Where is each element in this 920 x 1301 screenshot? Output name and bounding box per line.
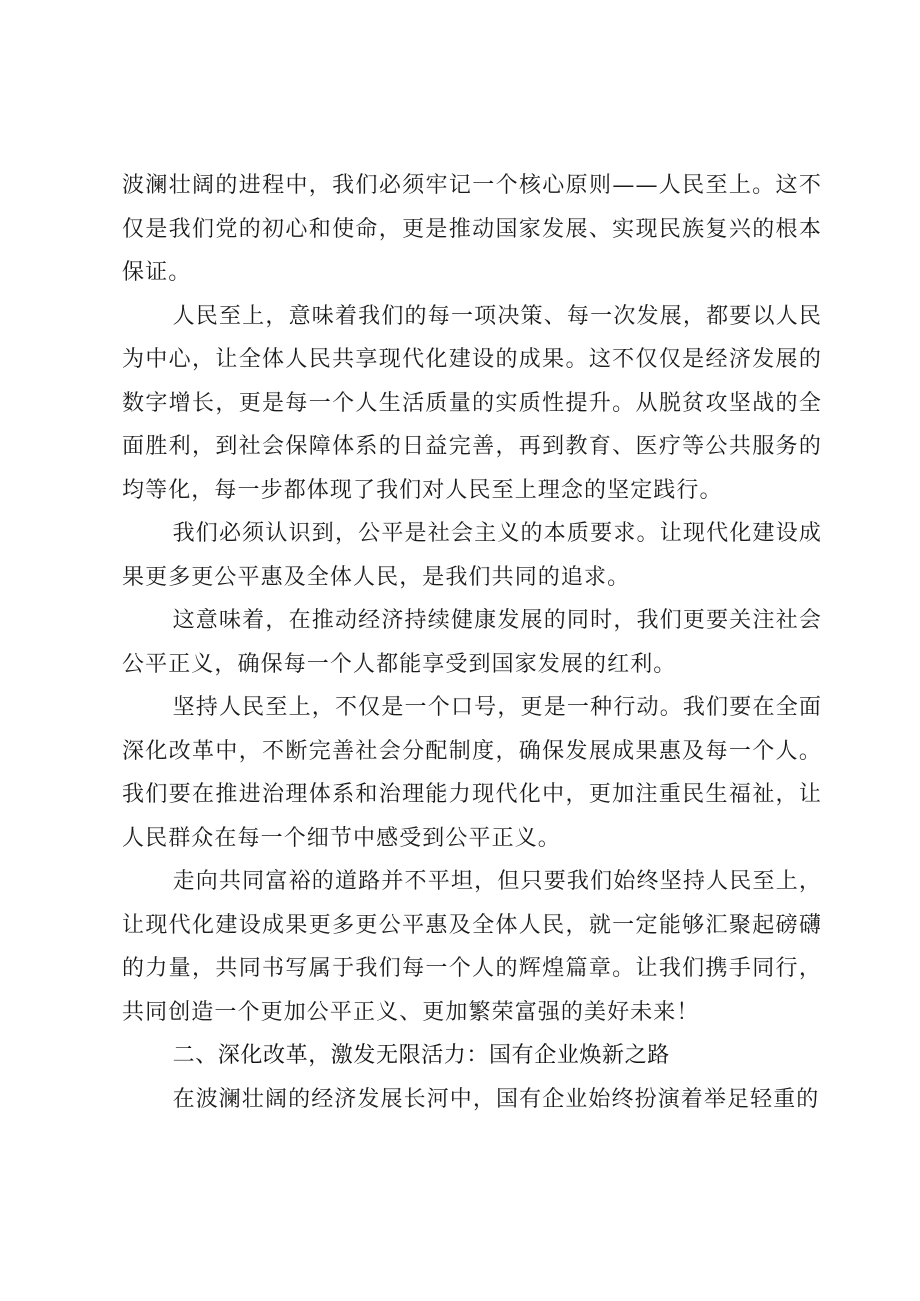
paragraph-fairness: 我们必须认识到，公平是社会主义的本质要求。让现代化建设成果更多更公平惠及全体人民，是我们共同的追求。 <box>122 521 822 590</box>
paragraph-action: 坚持人民至上，不仅是一个口号，更是一种行动。我们要在全面深化改革中，不断完善社会分配制度，确保发展成果惠及每一个人。我们要在推进治理体系和治理能力现代化中，更加注重民生福祉，让人民群众在每一个细节中感受到公平正义。 <box>122 695 822 851</box>
section-heading: 二、深化改革，激发无限活力：国有企业焕新之路 <box>172 1043 670 1068</box>
document-body <box>122 164 822 1121</box>
paragraph-social-justice: 这意味着，在推动经济持续健康发展的同时，我们更要关注社会公平正义，确保每一个人都能享受到国家发展的红利。 <box>122 608 822 677</box>
paragraph-people-first: 人民至上，意味着我们的每一项决策、每一次发展，都要以人民为中心，让全体人民共享现代化建设的成果。这不仅仅是经济发展的数字增长，更是每一个人生活质量的实质性提升。从脱贫攻坚战的全面胜利，到社会保障体系的日益完善，再到教育、医疗等公共服务的均等化，每一步都体现了我们对人民至上理念的坚定践行。 <box>122 303 822 503</box>
paragraph-continued: 波澜壮阔的进程中，我们必须牢记一个核心原则——人民至上。这不仅是我们党的初心和使命，更是推动国家发展、实现民族复兴的根本保证。 <box>122 173 822 285</box>
paragraph-common-prosperity: 走向共同富裕的道路并不平坦，但只要我们始终坚持人民至上，让现代化建设成果更多更公平惠及全体人民，就一定能够汇聚起磅礴的力量，共同书写属于我们每一个人的辉煌篇章。让我们携手同行，共同创造一个更加公平正义、更加繁荣富强的美好未来！ <box>122 869 822 1025</box>
paragraph-soe-intro: 在波澜壮阔的经济发展长河中，国有企业始终扮演着举足轻重的 <box>172 1086 820 1112</box>
